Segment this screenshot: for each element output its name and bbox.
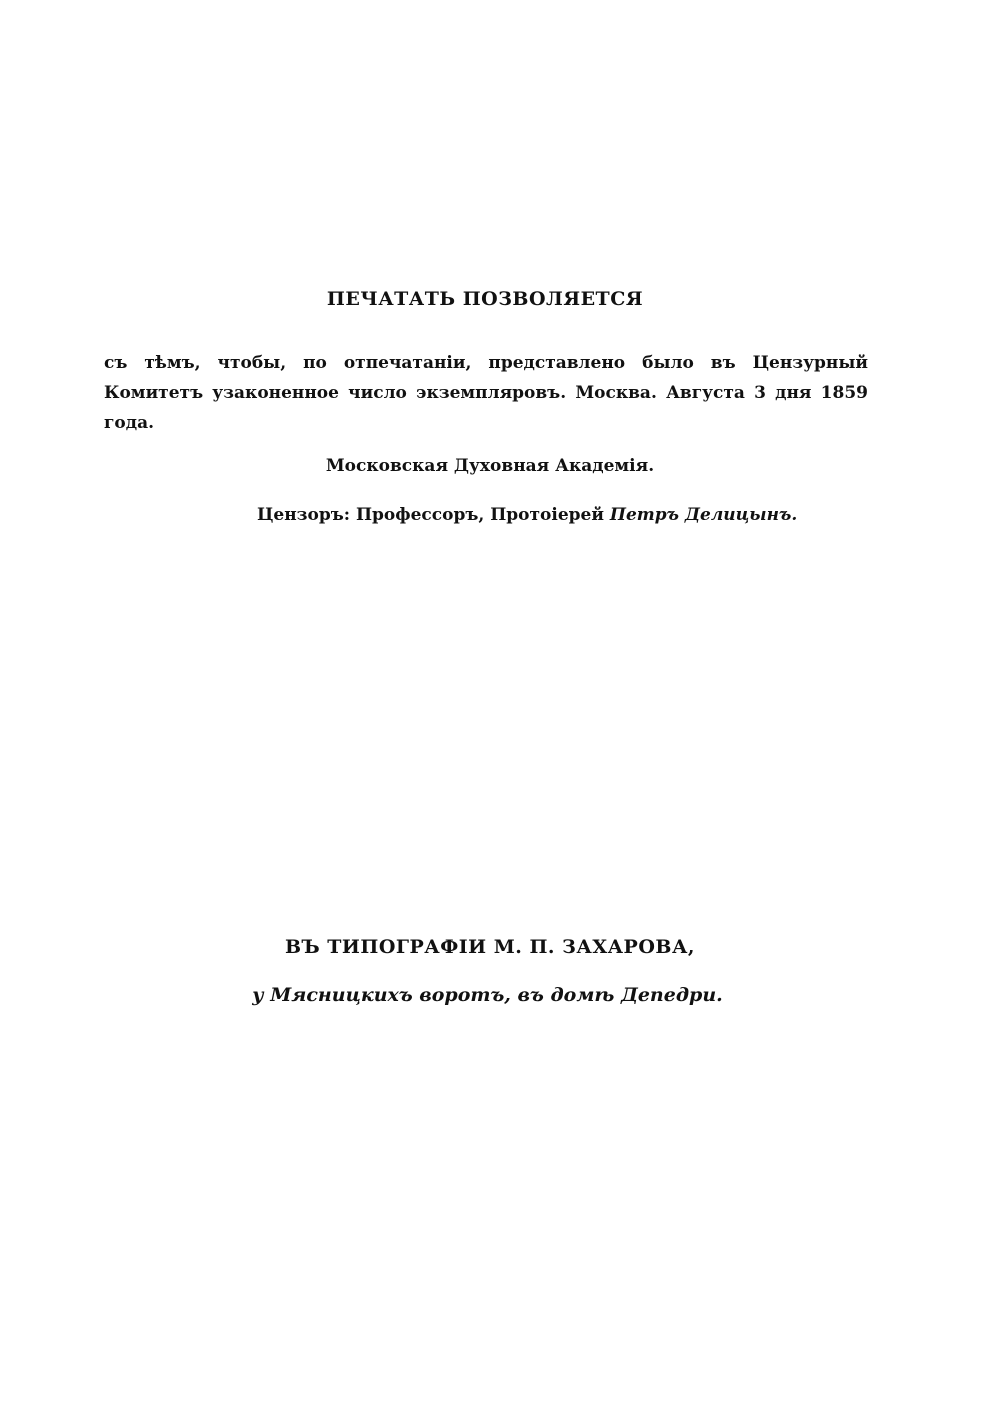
censor-signature (257, 505, 797, 525)
printer-address: у Мясницкихъ воротъ, въ домѣ Депедри. (252, 984, 723, 1006)
censor-title: Цензоръ: Профессоръ, Протоіерей (257, 505, 604, 525)
permission-line-1: съ тѣмъ, чтобы, по отпечатаніи, представлено было въ Цензурный (104, 353, 868, 373)
permission-paragraph (104, 348, 868, 438)
censor-name: Петръ Делицынъ. (609, 505, 798, 525)
permission-line-2: Комитетъ узаконенное число экземпляровъ. Москва. Августа 3 дня 1859 (104, 383, 868, 403)
institution-name: Московская Духовная Академія. (325, 456, 655, 476)
permission-line-3: года. (104, 413, 155, 433)
printer-imprint: ВЪ ТИПОГРАФІИ М. П. ЗАХАРОВА, (284, 936, 696, 958)
permission-heading: ПЕЧАТАТЬ ПОЗВОЛЯЕТСЯ (326, 288, 644, 310)
